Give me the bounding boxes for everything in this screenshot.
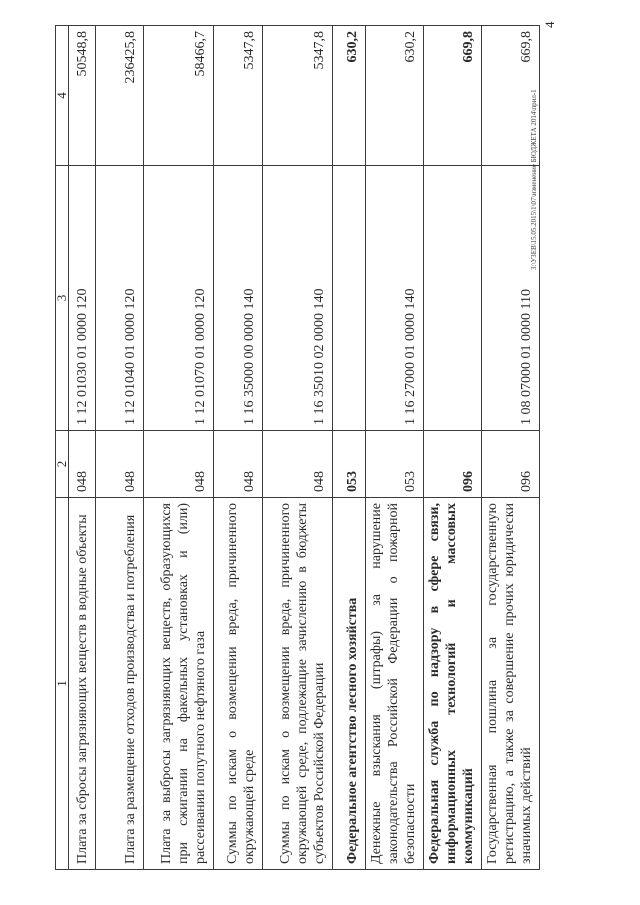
- row-value: 5347,8: [263, 26, 333, 166]
- header-col-4: 4: [56, 26, 69, 166]
- table-row: [214, 26, 263, 870]
- row-value: 669,8: [424, 26, 482, 166]
- header-col-3: 3: [56, 166, 69, 431]
- row-name: Суммы по искам о возмещении вреда, причиненного окружающей среде: [214, 498, 263, 870]
- row-value: 669,8: [482, 26, 540, 166]
- row-budget-code: [333, 166, 366, 431]
- header-row: [56, 26, 69, 870]
- row-name: Федеральная служба по надзору в сфере связи, информационных технологий и массовых коммуникаций: [424, 498, 482, 870]
- table-row: [366, 26, 424, 870]
- page-number: 4: [542, 21, 557, 28]
- row-budget-code: 1 16 27000 01 0000 140: [366, 166, 424, 431]
- row-admin-code: 048: [263, 431, 333, 498]
- header-col-2: 2: [56, 431, 69, 498]
- row-value: 630,2: [366, 26, 424, 166]
- row-name: Плата за размещение отходов производства и потребления: [96, 498, 144, 870]
- table-row: [144, 26, 214, 870]
- row-admin-code: 048: [144, 431, 214, 498]
- row-admin-code: 096: [482, 431, 540, 498]
- row-admin-code: 048: [69, 431, 96, 498]
- row-budget-code: [424, 166, 482, 431]
- table-row: [96, 26, 144, 870]
- row-budget-code: 1 12 01030 01 0000 120: [69, 166, 96, 431]
- row-admin-code: 096: [424, 431, 482, 498]
- row-admin-code: 048: [214, 431, 263, 498]
- row-value: 236425,8: [96, 26, 144, 166]
- row-admin-code: 048: [96, 431, 144, 498]
- row-name: Федеральное агентство лесного хозяйства: [333, 498, 366, 870]
- row-admin-code: 053: [333, 431, 366, 498]
- row-name: Государственная пошлина за государственную регистрацию, а также за совершение прочих юридически значимых действий: [482, 498, 540, 870]
- table-row: [263, 26, 333, 870]
- row-budget-code: 1 12 01070 01 0000 120: [144, 166, 214, 431]
- revenue-table: [55, 25, 540, 870]
- rotated-page: [50, 21, 570, 890]
- table-row-group: [333, 26, 366, 870]
- row-value: 50548,8: [69, 26, 96, 166]
- row-value: 5347,8: [214, 26, 263, 166]
- file-path-footer: З:\УЗЕВ\15.05.2015\1\07\изменение БЮДЖЕТА 2014\прил-1: [530, 89, 538, 270]
- row-budget-code: 1 12 01040 01 0000 120: [96, 166, 144, 431]
- row-name: Плата за сбросы загрязняющих веществ в водные объекты: [69, 498, 96, 870]
- table-row-group: [424, 26, 482, 870]
- row-budget-code: 1 16 35010 02 0000 140: [263, 166, 333, 431]
- row-budget-code: 1 16 35000 00 0000 140: [214, 166, 263, 431]
- row-admin-code: 053: [366, 431, 424, 498]
- header-col-1: 1: [56, 498, 69, 870]
- row-value: 630,2: [333, 26, 366, 166]
- row-value: 58466,7: [144, 26, 214, 166]
- row-name: Плата за выбросы загрязняющих веществ, образующихся при сжигании на факельных установках и (или) рассеивании попутного нефтяного газа: [144, 498, 214, 870]
- row-name: Суммы по искам о возмещении вреда, причиненного окружающей среде, подлежащие зачислению в бюджеты субъектов Российской Федерации: [263, 498, 333, 870]
- row-budget-code: 1 08 07000 01 0000 110: [482, 166, 540, 431]
- row-name: Денежные взыскания (штрафы) за нарушение законодательства Российской Федерации о пожарной безопасности: [366, 498, 424, 870]
- table-row: [69, 26, 96, 870]
